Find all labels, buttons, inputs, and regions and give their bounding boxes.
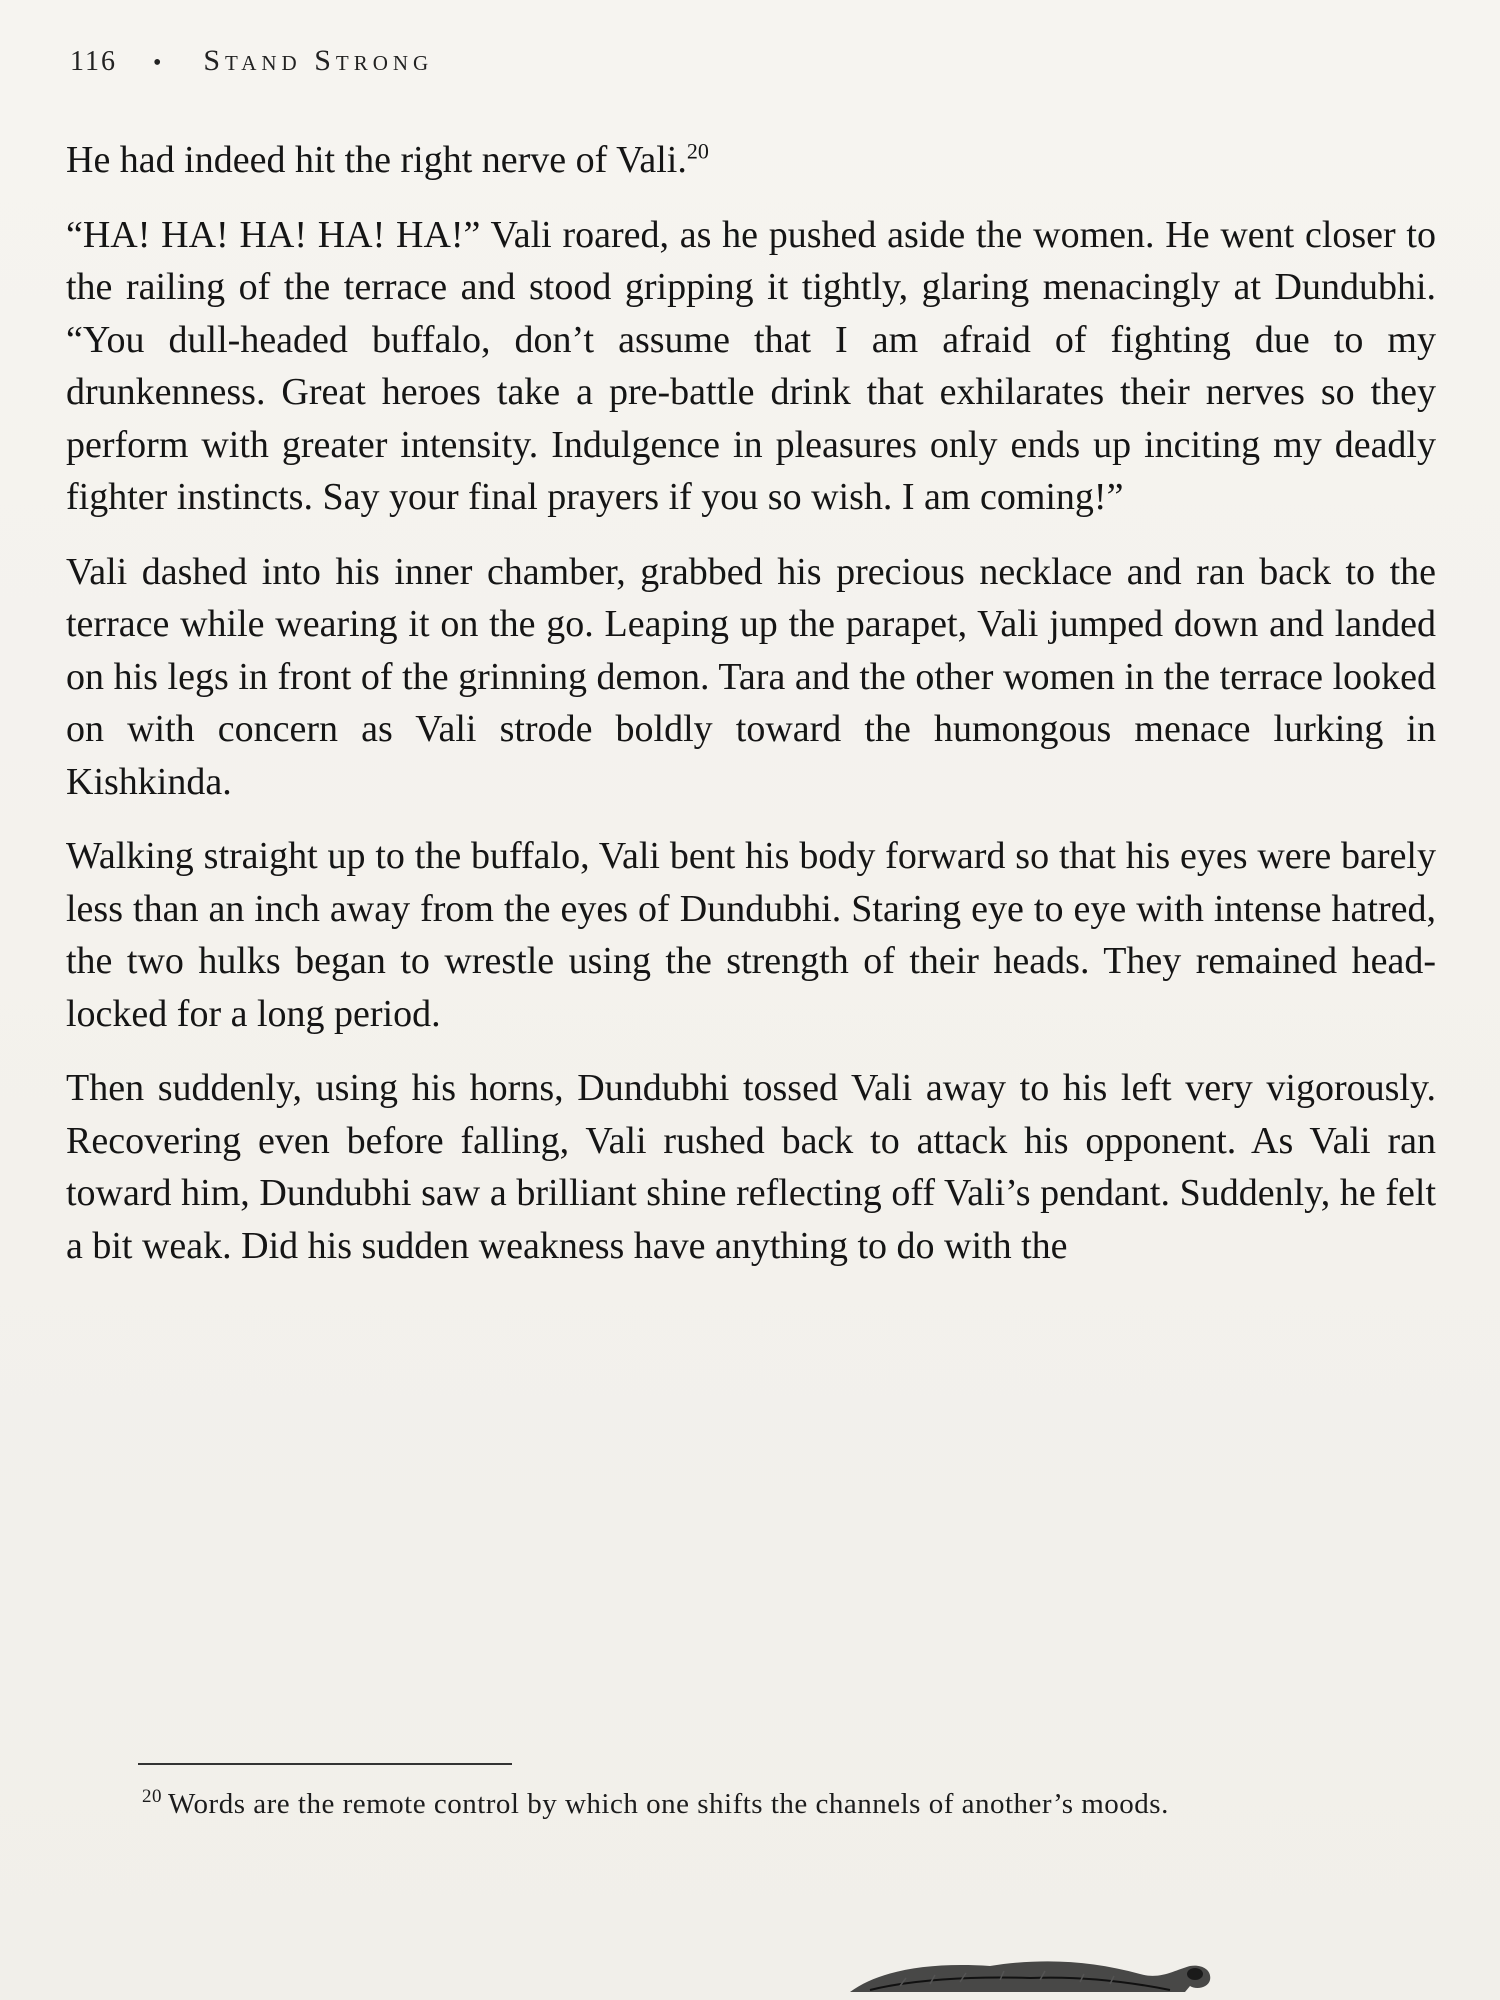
footnote-number: 20 <box>142 1786 162 1808</box>
paragraph: “HA! HA! HA! HA! HA!” Vali roared, as he pushed aside the women. He went closer to the railing of the terrace and stood gripping it tightly, glaring menacingly at Dundubhi. “You dull-headed buffalo, don’t assume that I am afraid of fighting due to my drunkenness. Great heroes take a pre-battle drink that exhilarates their nerves so they perform with greater intensity. Indulgence in pleasures only ends up inciting my deadly fighter instincts. Say your final prayers if you so wish. I am coming!” <box>66 213 1436 518</box>
footnote-divider <box>138 1763 512 1765</box>
footnote-text: Words are the remote control by which one shifts the channels of another’s moods. <box>168 1788 1169 1820</box>
running-header <box>70 44 433 78</box>
paragraph-text: He had indeed hit the right nerve of Vali. <box>66 139 687 181</box>
footnote <box>142 1782 1380 1826</box>
footnote-reference: 20 <box>686 138 709 164</box>
body-text <box>66 134 1436 1294</box>
paragraph: Walking straight up to the buffalo, Vali bent his body forward so that his eyes were barely less than an inch away from the eyes of Dundubhi. Staring eye to eye with intense hatred, the two hulks began to wrestle using the strength of their heads. They remained head-locked for a long period. <box>66 835 1436 1035</box>
paragraph <box>66 134 1436 187</box>
paragraph: Then suddenly, using his horns, Dundubhi tossed Vali away to his left very vigorously. Recovering even before falling, Vali rushed back to attack his opponent. As Vali ran toward him, Dundubhi saw a brilliant shine reflecting off Vali’s pendant. Suddenly, he felt a bit weak. Did his sudden weakness have anything to do with the <box>66 1067 1436 1267</box>
paragraph: Vali dashed into his inner chamber, grabbed his precious necklace and ran back to the terrace while wearing it on the go. Leaping up the parapet, Vali jumped down and landed on his legs in front of the grinning demon. Tara and the other women in the terrace looked on with concern as Vali strode boldly toward the humongous menace lurking in Kishkinda. <box>66 550 1436 803</box>
running-title: Stand Strong <box>203 44 434 77</box>
header-bullet: • <box>152 50 164 76</box>
buffalo-ornament-icon <box>840 1940 1220 2000</box>
page-number: 116 <box>70 46 117 77</box>
